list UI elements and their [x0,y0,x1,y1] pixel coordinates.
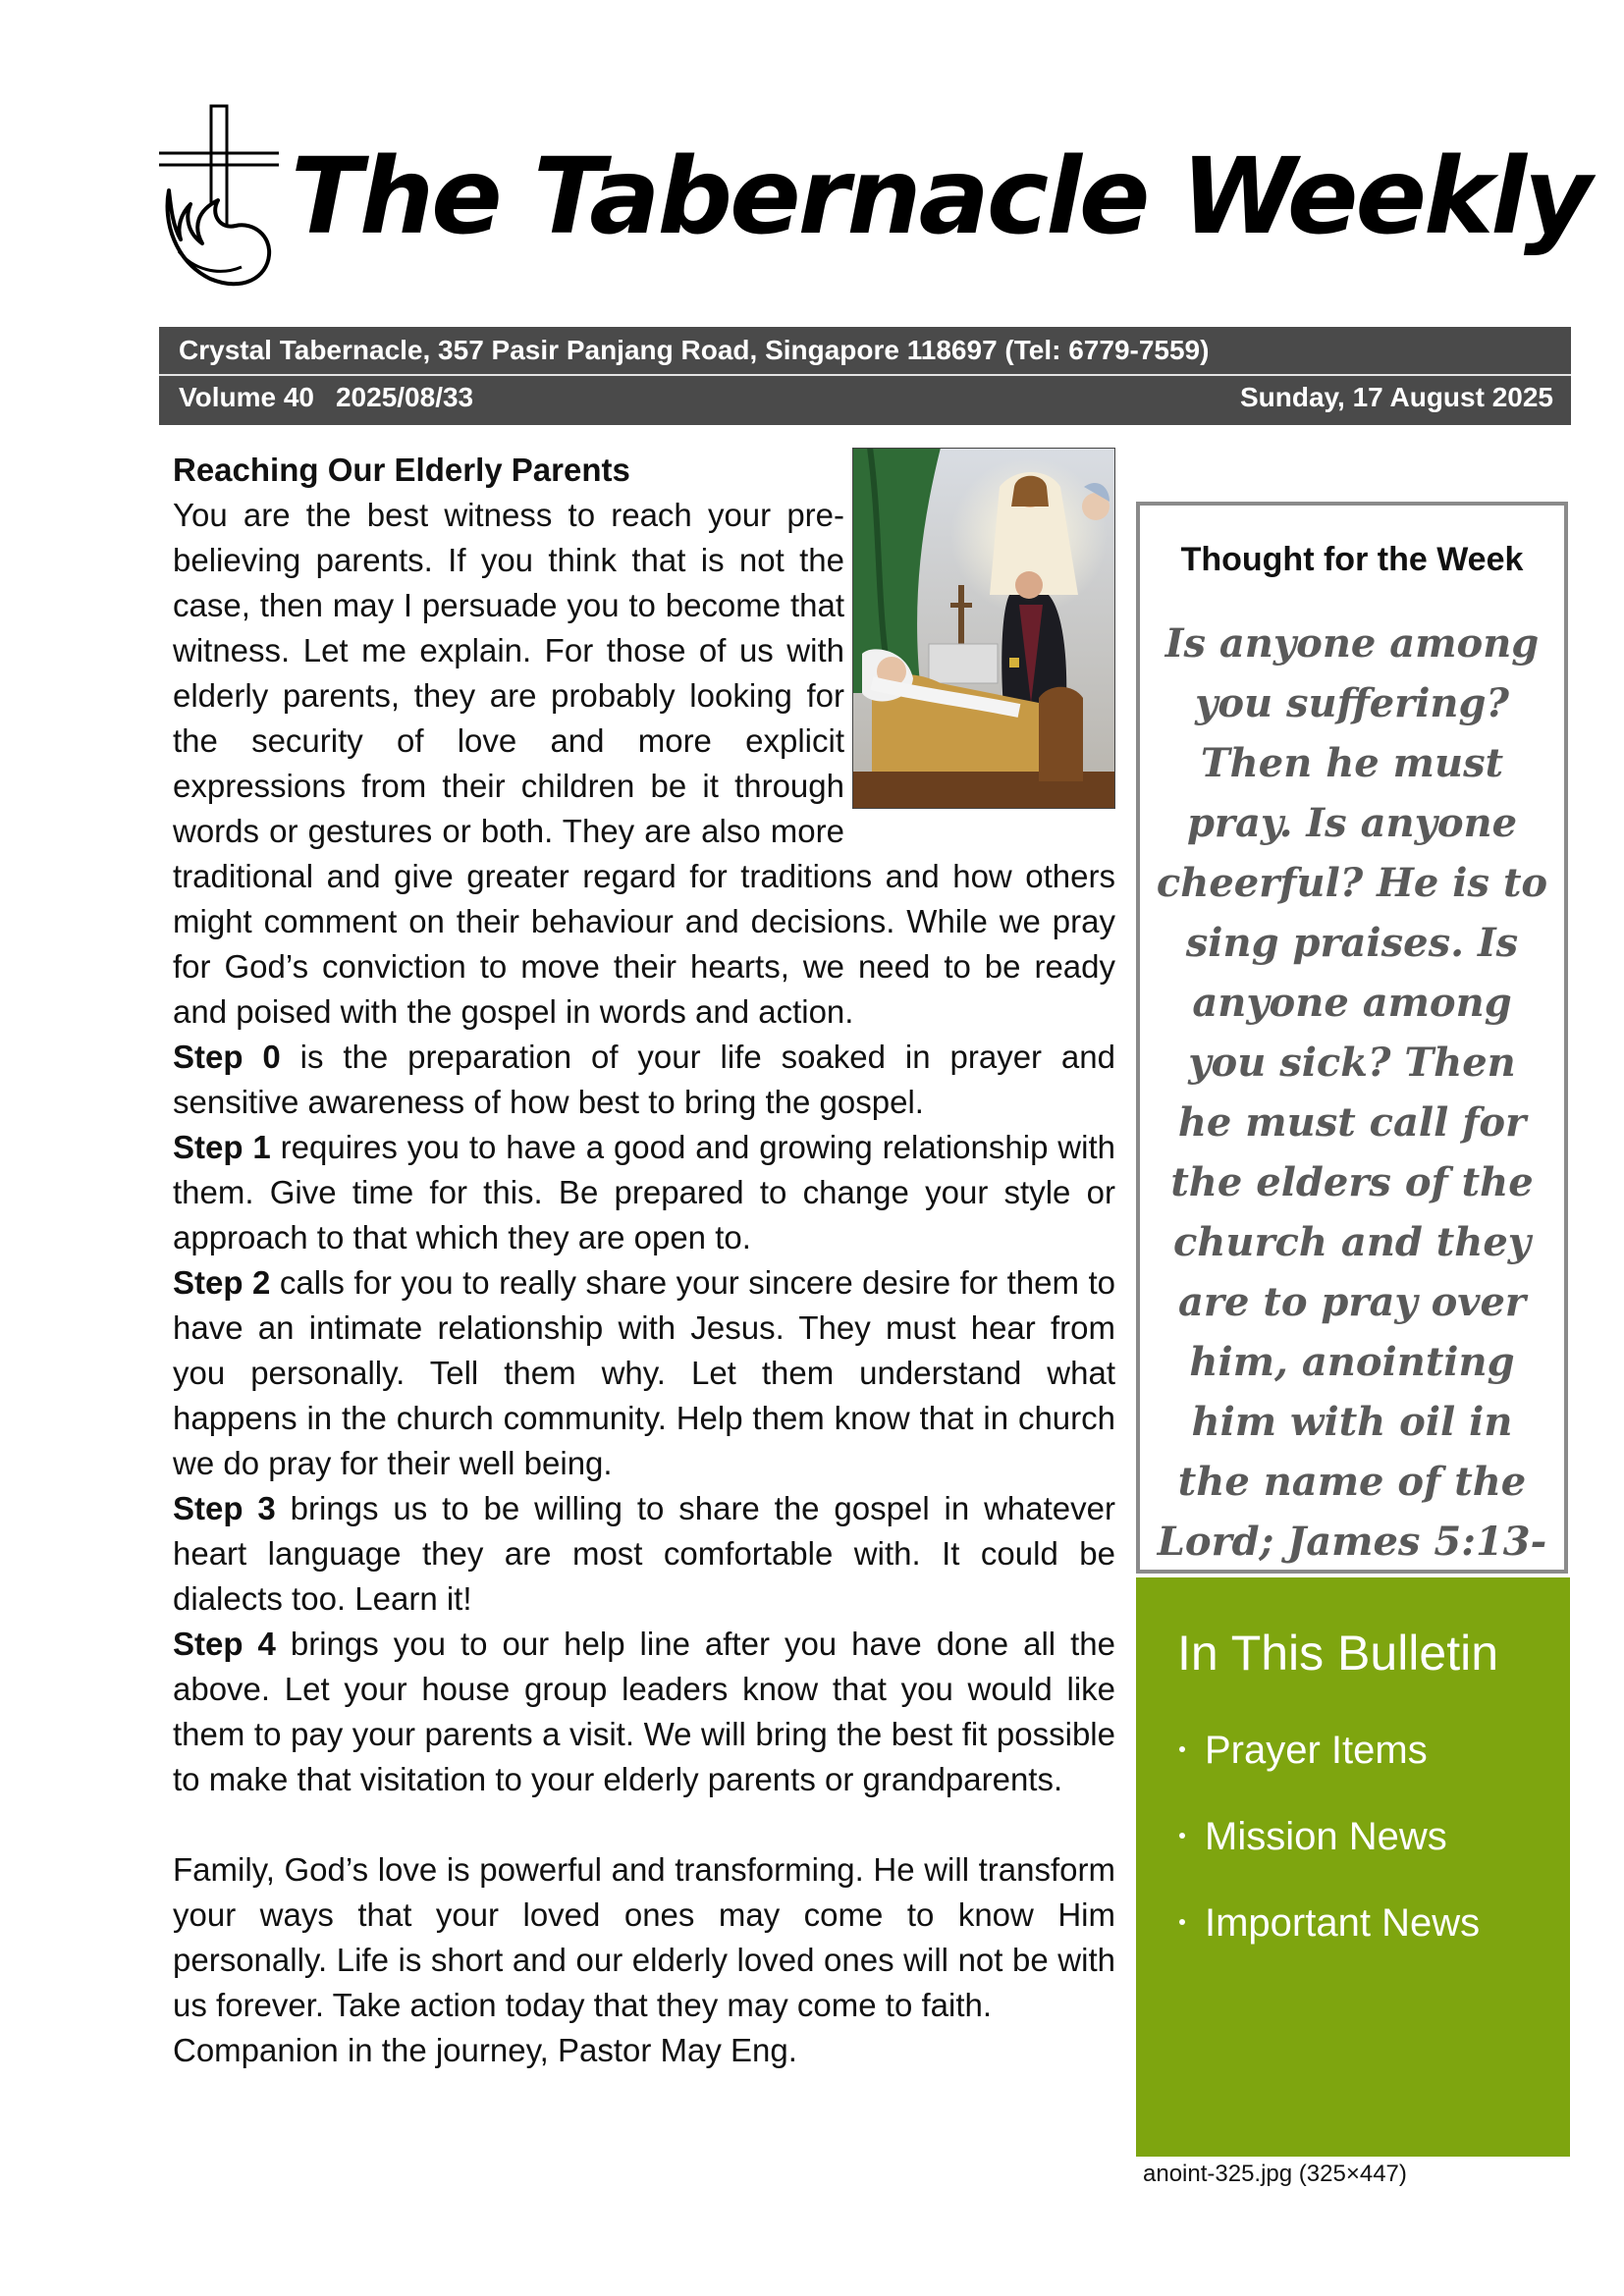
info-bar-divider [159,374,1571,376]
bulletin-list [1179,1707,1480,1966]
anointing-illustration [852,448,1115,809]
paragraph-spacer [173,1802,1115,1847]
in-this-bulletin-box [1136,1577,1570,2157]
bulletin-item-prayer-items[interactable] [1179,1707,1480,1793]
article [173,448,1115,2073]
bulletin-item-label: Prayer Items [1205,1729,1428,1772]
bulletin-item-label: Mission News [1205,1815,1447,1858]
thought-title: Thought for the Week [1180,541,1524,578]
bulletin-item-important-news[interactable] [1179,1880,1480,1966]
step-label: Step 0 [173,1039,281,1075]
article-signoff: Companion in the journey, Pastor May Eng. [173,2032,797,2068]
step-0 [173,1035,1115,1125]
article-closing: Family, God’s love is powerful and transforming. He will transform your ways that your loved ones may come to know Him personally. Life is short and our elderly loved ones will not be with us forever. Take action today that they may come to faith. [173,1851,1115,2023]
church-address: Crystal Tabernacle, 357 Pasir Panjang Road, Singapore 118697 (Tel: 6779-7559) [179,335,1210,365]
thought-for-the-week-box [1136,502,1568,1574]
masthead-title: The Tabernacle Weekly [291,136,1590,258]
step-text: requires you to have a good and growing relationship with them. Give time for this. Be prepared to change your style or approach to that which they are open to. [173,1129,1115,1255]
volume-number: Volume 40 [179,382,314,412]
step-label: Step 2 [173,1264,271,1301]
church-logo [159,104,279,296]
bulletin-title: In This Bulletin [1177,1626,1499,1681]
step-text: brings you to our help line after you have done all the above. Let your house group leaders know that you would like them to pay your parents a visit. We will bring the best fit possible to make that visitation to your elderly parents or grandparents. [173,1626,1115,1797]
bullet-icon [1179,1746,1185,1752]
step-label: Step 3 [173,1490,276,1526]
bulletin-item-mission-news[interactable] [1179,1793,1480,1880]
bullet-icon [1179,1919,1185,1925]
article-heading: Reaching Our Elderly Parents [173,452,630,488]
article-intro: You are the best witness to reach your pre-believing parents. If you think that is not the case, then may I persuade you to become that witness. Let me explain. For those of us with elderly parents, they are probably looking for the security of love and more explicit expressions from their children be it through words or gestures or both. They are also more traditional and give greater regard for traditions and how others might comment on their behaviour and decisions. While we pray for God’s conviction to move their hearts, we need to be ready and poised with the gospel in words and action. [173,497,1115,1030]
issue-date: Sunday, 17 August 2025 [1240,382,1553,412]
step-label: Step 1 [173,1129,271,1165]
bulletin-item-label: Important News [1205,1901,1481,1945]
step-1 [173,1125,1115,1260]
bullet-icon [1179,1833,1185,1839]
step-3 [173,1486,1115,1622]
anointing-photo [852,448,1115,809]
step-text: brings us to be willing to share the gospel in whatever heart language they are most comfortable with. It could be dialects too. Learn it! [173,1490,1115,1617]
step-4 [173,1622,1115,1802]
issue-number: 2025/08/33 [335,382,474,412]
step-label: Step 4 [173,1626,276,1662]
cross-flame-icon [159,104,279,296]
image-caption: anoint-325.jpg (325×447) [1143,2161,1407,2187]
step-2 [173,1260,1115,1486]
step-text: calls for you to really share your sincere desire for them to have an intimate relationship with Jesus. They must hear from you personally. Tell them why. Let them understand what happens in the church community. Help them know that in church we do pray for their well being. [173,1264,1115,1481]
thought-verse: Is anyone among you suffering? Then he must pray. Is anyone cheerful? He is to sing praises. Is anyone among you sick? Then he must call for the elders of the church and they are to pray over him, anointing him with oil in the name of the Lord; James 5:13- [1156,620,1548,1565]
info-bar [159,327,1571,425]
volume-info [179,382,495,413]
step-text: is the preparation of your life soaked in prayer and sensitive awareness of how best to bring the gospel. [173,1039,1115,1120]
